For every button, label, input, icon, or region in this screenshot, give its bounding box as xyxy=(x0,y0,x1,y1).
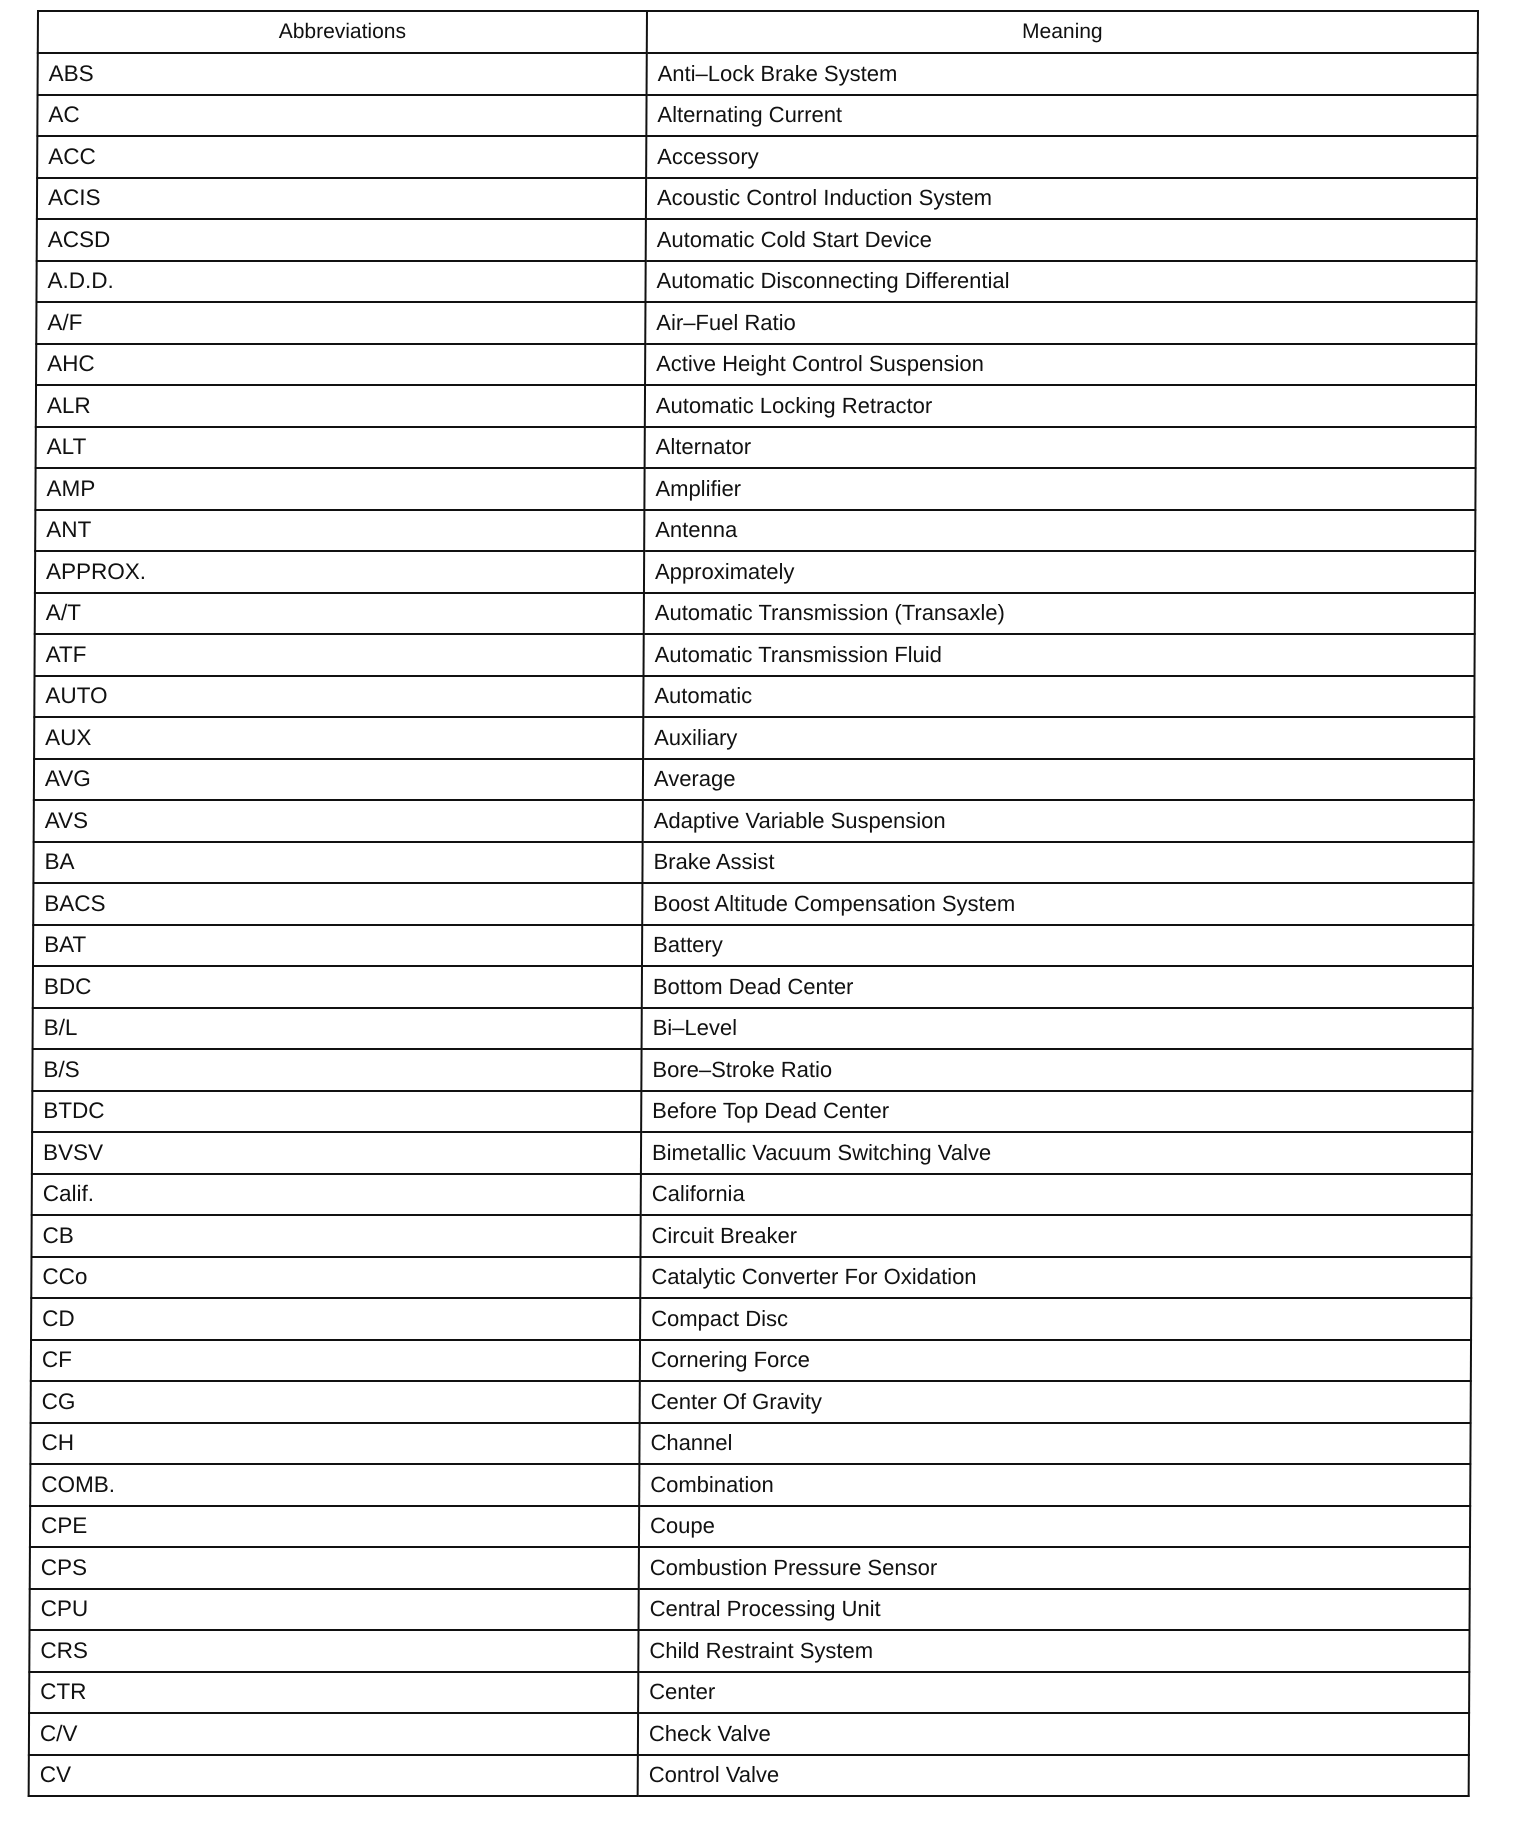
abbreviation-cell: ALR xyxy=(36,385,645,427)
table-row xyxy=(30,1506,1470,1548)
abbreviation-cell: A/T xyxy=(35,593,644,635)
table-row xyxy=(29,1672,1469,1714)
meaning-cell: Bottom Dead Center xyxy=(642,966,1473,1008)
abbreviation-cell: BDC xyxy=(33,966,642,1008)
abbreviation-cell: BVSV xyxy=(32,1132,641,1174)
abbreviation-cell: APPROX. xyxy=(35,551,644,593)
meaning-cell: Automatic Transmission Fluid xyxy=(643,634,1474,676)
table-row xyxy=(35,593,1475,635)
meaning-cell: Circuit Breaker xyxy=(640,1215,1471,1257)
table-row xyxy=(37,178,1477,220)
meaning-cell: Air–Fuel Ratio xyxy=(645,302,1476,344)
abbreviation-cell: AUTO xyxy=(34,676,643,718)
meaning-cell: Amplifier xyxy=(644,468,1475,510)
table-row xyxy=(31,1340,1471,1382)
meaning-cell: Control Valve xyxy=(638,1755,1469,1797)
abbreviation-cell: Calif. xyxy=(32,1174,641,1216)
table-row xyxy=(30,1547,1470,1589)
abbreviation-cell: AUX xyxy=(34,717,643,759)
meaning-cell: Catalytic Converter For Oxidation xyxy=(640,1257,1471,1299)
table-row xyxy=(33,966,1473,1008)
abbreviation-cell: ANT xyxy=(35,510,644,552)
meaning-cell: Compact Disc xyxy=(640,1298,1471,1340)
abbreviation-cell: B/L xyxy=(33,1008,642,1050)
meaning-cell: Bi–Level xyxy=(642,1008,1473,1050)
abbreviation-cell: ABS xyxy=(38,53,647,95)
table-row xyxy=(32,1132,1472,1174)
table-row xyxy=(36,385,1476,427)
meaning-cell: Active Height Control Suspension xyxy=(645,344,1476,386)
abbreviation-cell: ACIS xyxy=(37,178,646,220)
meaning-cell: Automatic Cold Start Device xyxy=(646,219,1477,261)
meaning-cell: Brake Assist xyxy=(642,842,1473,884)
meaning-cell: Boost Altitude Compensation System xyxy=(642,883,1473,925)
table-row xyxy=(33,925,1473,967)
abbreviation-cell: CD xyxy=(31,1298,640,1340)
meaning-cell: Cornering Force xyxy=(640,1340,1471,1382)
abbreviation-cell: BA xyxy=(33,842,642,884)
meaning-cell: Automatic xyxy=(643,676,1474,718)
meaning-cell: Automatic Transmission (Transaxle) xyxy=(644,593,1475,635)
meaning-cell: Anti–Lock Brake System xyxy=(647,53,1478,95)
meaning-cell: Adaptive Variable Suspension xyxy=(643,800,1474,842)
abbreviation-cell: CB xyxy=(31,1215,640,1257)
abbreviation-cell: B/S xyxy=(32,1049,641,1091)
abbreviation-cell: CTR xyxy=(29,1672,638,1714)
abbreviation-cell: ACSD xyxy=(37,219,646,261)
meaning-cell: Central Processing Unit xyxy=(639,1589,1470,1631)
abbreviation-cell: C/V xyxy=(29,1713,638,1755)
abbreviation-cell: A/F xyxy=(36,302,645,344)
abbreviation-cell: AVS xyxy=(34,800,643,842)
table-row xyxy=(29,1713,1469,1755)
meaning-cell: Channel xyxy=(639,1423,1470,1465)
table-row xyxy=(35,634,1475,676)
meaning-cell: Center xyxy=(638,1672,1469,1714)
table-row xyxy=(31,1298,1471,1340)
table-row xyxy=(34,759,1474,801)
table-row xyxy=(37,95,1477,137)
meaning-cell: Child Restraint System xyxy=(638,1630,1469,1672)
table-row xyxy=(33,842,1473,884)
meaning-cell: Automatic Disconnecting Differential xyxy=(645,261,1476,303)
abbreviation-cell: COMB. xyxy=(30,1464,639,1506)
abbreviation-cell: CH xyxy=(30,1423,639,1465)
abbreviation-cell: A.D.D. xyxy=(36,261,645,303)
table-row xyxy=(32,1174,1472,1216)
table-row xyxy=(36,261,1476,303)
table-row xyxy=(29,1755,1469,1797)
meaning-cell: Center Of Gravity xyxy=(640,1381,1471,1423)
meaning-cell: Combination xyxy=(639,1464,1470,1506)
table-row xyxy=(30,1423,1470,1465)
table-row xyxy=(31,1215,1471,1257)
table-row xyxy=(31,1257,1471,1299)
meaning-cell: Average xyxy=(643,759,1474,801)
meaning-cell: Acoustic Control Induction System xyxy=(646,178,1477,220)
meaning-cell: Before Top Dead Center xyxy=(641,1091,1472,1133)
meaning-cell: Coupe xyxy=(639,1506,1470,1548)
meaning-cell: Alternator xyxy=(645,427,1476,469)
abbreviation-cell: BTDC xyxy=(32,1091,641,1133)
table-row xyxy=(34,800,1474,842)
table-row xyxy=(37,219,1477,261)
meaning-cell: Antenna xyxy=(644,510,1475,552)
table-row xyxy=(30,1464,1470,1506)
abbreviation-cell: CRS xyxy=(29,1630,638,1672)
column-header-abbreviations: Abbreviations xyxy=(38,11,647,53)
abbreviation-cell: CG xyxy=(31,1381,640,1423)
abbreviation-cell: CPU xyxy=(30,1589,639,1631)
abbreviation-cell: CPS xyxy=(30,1547,639,1589)
table-row xyxy=(35,551,1475,593)
table-row xyxy=(31,1381,1471,1423)
meaning-cell: Automatic Locking Retractor xyxy=(645,385,1476,427)
table-row xyxy=(34,676,1474,718)
table-row xyxy=(38,53,1478,95)
abbreviation-cell: AVG xyxy=(34,759,643,801)
table-row xyxy=(33,883,1473,925)
table-row xyxy=(33,1008,1473,1050)
table-body xyxy=(29,53,1478,1796)
meaning-cell: Check Valve xyxy=(638,1713,1469,1755)
table-row xyxy=(29,1630,1469,1672)
abbreviation-cell: BAT xyxy=(33,925,642,967)
table-row xyxy=(34,717,1474,759)
abbreviation-cell: CCo xyxy=(31,1257,640,1299)
abbreviation-cell: CPE xyxy=(30,1506,639,1548)
table-row xyxy=(36,302,1476,344)
abbreviation-cell: CV xyxy=(29,1755,638,1797)
table-row xyxy=(32,1049,1472,1091)
abbreviations-table xyxy=(28,10,1479,1797)
abbreviation-cell: BACS xyxy=(33,883,642,925)
table-row xyxy=(30,1589,1470,1631)
meaning-cell: California xyxy=(641,1174,1472,1216)
column-header-meaning: Meaning xyxy=(647,11,1478,53)
meaning-cell: Accessory xyxy=(646,136,1477,178)
abbreviation-cell: AC xyxy=(37,95,646,137)
table-row xyxy=(35,510,1475,552)
table-row xyxy=(32,1091,1472,1133)
meaning-cell: Approximately xyxy=(644,551,1475,593)
meaning-cell: Bimetallic Vacuum Switching Valve xyxy=(641,1132,1472,1174)
table-row xyxy=(37,136,1477,178)
abbreviation-cell: ALT xyxy=(36,427,645,469)
abbreviation-cell: AMP xyxy=(35,468,644,510)
abbreviation-cell: ATF xyxy=(35,634,644,676)
meaning-cell: Battery xyxy=(642,925,1473,967)
abbreviation-cell: ACC xyxy=(37,136,646,178)
abbreviation-cell: CF xyxy=(31,1340,640,1382)
table-row xyxy=(36,344,1476,386)
table-row xyxy=(35,468,1475,510)
meaning-cell: Combustion Pressure Sensor xyxy=(639,1547,1470,1589)
meaning-cell: Alternating Current xyxy=(646,95,1477,137)
abbreviation-cell: AHC xyxy=(36,344,645,386)
meaning-cell: Auxiliary xyxy=(643,717,1474,759)
table-row xyxy=(36,427,1476,469)
table-header-row xyxy=(38,11,1478,53)
meaning-cell: Bore–Stroke Ratio xyxy=(641,1049,1472,1091)
